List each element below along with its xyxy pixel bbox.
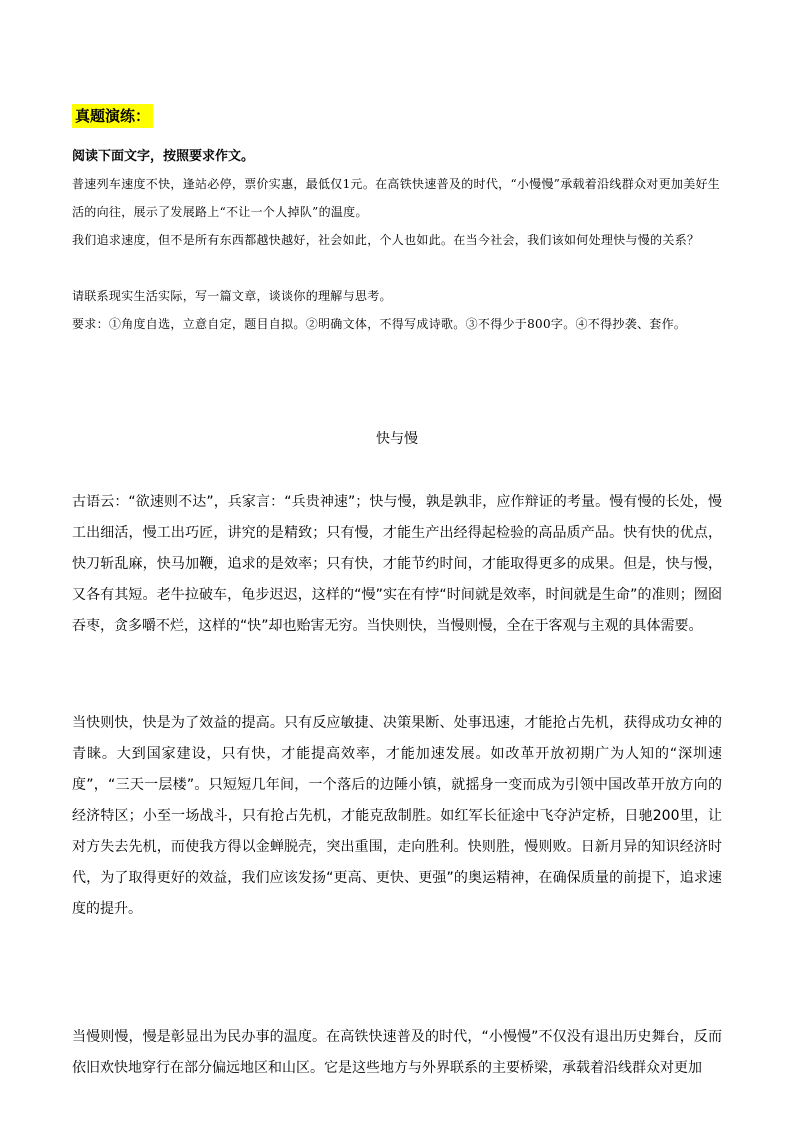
prompt-paragraph: 普速列车速度不快，逢站必停，票价实惠，最低仅1元。在高铁快速普及的时代，“小慢慢”承载着沿线群众对更加美好生活的向往，展示了发展路上“不让一个人掉队”的温度。: [72, 177, 721, 219]
essay-title: 快与慢: [376, 431, 418, 447]
essay-paragraph: 当快则快，快是为了效益的提高。只有反应敏捷、决策果断、处事迅速，才能抢占先机，获得成功女神的青睐。大到国家建设，只有快，才能提高效率，才能加速发展。如改革开放初期广为人知的“深圳速度”，“三天一层楼”。只短短几年间，一个落后的边陲小镇，就摇身一变而成为引领中国改革开放方向的经济特区；小至一场战斗，只有抢占先机，才能克敌制胜。如红军长征途中飞夺泸定桥，日驰200里，让对方失去先机，而使我方得以金蝉脱壳，突出重围，走向胜利。快则胜，慢则败。日新月异的知识经济时代，为了取得更好的效益，我们应该发扬“更高、更快、更强”的奥运精神，在确保质量的前提下，追求速度的提升。: [72, 715, 722, 917]
essay-paragraph: 古语云：“欲速则不达”，兵家言：“兵贵神速”；快与慢，孰是孰非，应作辩证的考量。慢有慢的长处，慢工出细活，慢工出巧匠，讲究的是精致；只有慢，才能生产出经得起检验的高品质产品。快有快的优点，快刀斩乱麻，快马加鞭，追求的是效率；只有快，才能节约时间，才能取得更多的成果。但是，快与慢，又各有其短。老牛拉破车，龟步迟迟，这样的“慢”实在有悖“时间就是效率，时间就是生命”的准则；囫囵吞枣，贪多嚼不烂，这样的“快”却也贻害无穷。当快则快，当慢则慢，全在于客观与主观的具体需要。: [72, 494, 722, 634]
section-heading: 真题演练：: [72, 104, 153, 128]
instruction-text: 阅读下面文字，按照要求作文。: [72, 149, 255, 164]
prompt-requirements: 要求：①角度自选，立意自定，题目自拟。②明确文体，不得写成诗歌。③不得少于800字。④不得抄袭、套作。: [72, 317, 687, 331]
prompt-paragraph: 我们追求速度，但不是所有东西都越快越好，社会如此，个人也如此。在当今社会，我们该如何处理快与慢的关系？: [72, 233, 700, 247]
prompt-paragraph: 请联系现实生活实际，写一篇文章，谈谈你的理解与思考。: [72, 289, 392, 303]
essay-paragraph: 当慢则慢，慢是彰显出为民办事的温度。在高铁快速普及的时代，“小慢慢”不仅没有退出历史舞台，反而依旧欢快地穿行在部分偏远地区和山区。它是这些地方与外界联系的主要桥梁，承载着沿线群众对更加: [72, 1029, 722, 1076]
